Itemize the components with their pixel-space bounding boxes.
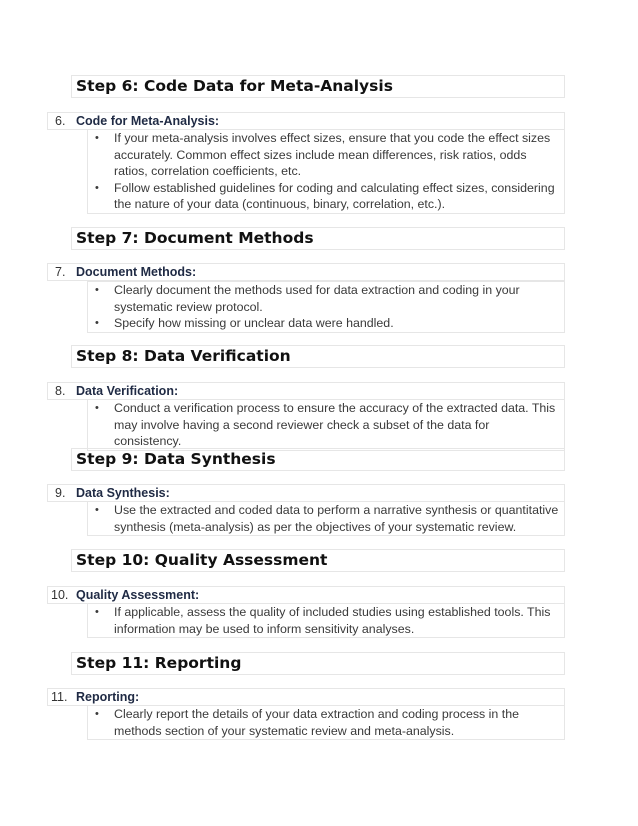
list-item [88,282,564,315]
list-item [88,400,564,450]
step-10-bullet-list [87,603,565,638]
item-number: 7. [55,265,66,279]
step-8-heading: Step 8: Data Verification [71,345,565,368]
item-title: Document Methods: [76,265,197,279]
step-7-item [47,263,565,281]
step-7-bullet-list [87,281,565,333]
item-number: 6. [55,114,66,128]
list-item [88,315,564,332]
bullet-text: If your meta-analysis involves effect sizes, ensure that you code the effect sizes accurately. Common effect sizes include mean differences, risk ratios, odds ratios, correlation coefficients, etc. [114,131,551,179]
step-7-heading: Step 7: Document Methods [71,227,565,250]
bullet-icon: • [95,317,99,330]
step-8-bullet-list [87,399,565,451]
step-11-item [47,688,565,706]
step-9-heading: Step 9: Data Synthesis [71,448,565,471]
item-title: Data Synthesis: [76,486,170,500]
step-11-heading: Step 11: Reporting [71,652,565,675]
step-11-bullet-list [87,705,565,740]
step-10-item [47,586,565,604]
bullet-text: Use the extracted and coded data to perform a narrative synthesis or quantitative synthesis (meta-analysis) as per the objectives of your systematic review. [114,503,559,534]
step-6-heading: Step 6: Code Data for Meta-Analysis [71,75,565,98]
bullet-icon: • [95,504,99,516]
item-title: Quality Assessment: [76,588,200,602]
item-number: 9. [55,486,66,500]
list-item [88,180,564,213]
list-item [88,130,564,180]
bullet-text: Clearly document the methods used for data extraction and coding in your systematic review protocol. [114,283,520,314]
bullet-icon: • [95,284,99,296]
list-item [88,604,564,637]
bullet-text: Specify how missing or unclear data were handled. [114,316,394,331]
item-title: Data Verification: [76,384,179,398]
bullet-text: If applicable, assess the quality of included studies using established tools. This information may be used to inform sensitivity analyses. [114,605,551,636]
bullet-icon: • [95,132,99,144]
bullet-icon: • [95,181,99,194]
item-title: Code for Meta-Analysis: [76,114,220,128]
bullet-text: Conduct a verification process to ensure the accuracy of the extracted data. This may involve having a second reviewer check a subset of the data for consistency. [114,401,556,449]
item-number: 11. [51,690,68,704]
bullet-text: Follow established guidelines for coding and calculating effect sizes, considering the nature of your data (continuous, binary, correlation, etc.). [114,180,555,212]
step-9-item [47,484,565,502]
list-item [88,706,564,739]
bullet-icon: • [95,606,99,618]
item-title: Reporting: [76,690,140,704]
step-10-heading: Step 10: Quality Assessment [71,549,565,572]
list-item [88,502,564,535]
item-number: 8. [55,384,66,398]
bullet-text: Clearly report the details of your data extraction and coding process in the methods section of your systematic review and meta-analysis. [114,707,519,738]
step-6-item [47,112,565,130]
step-6-bullet-list [87,129,565,214]
step-9-bullet-list [87,501,565,536]
bullet-icon: • [95,708,99,720]
step-8-item [47,382,565,400]
item-number: 10. [51,588,69,602]
bullet-icon: • [95,402,99,414]
